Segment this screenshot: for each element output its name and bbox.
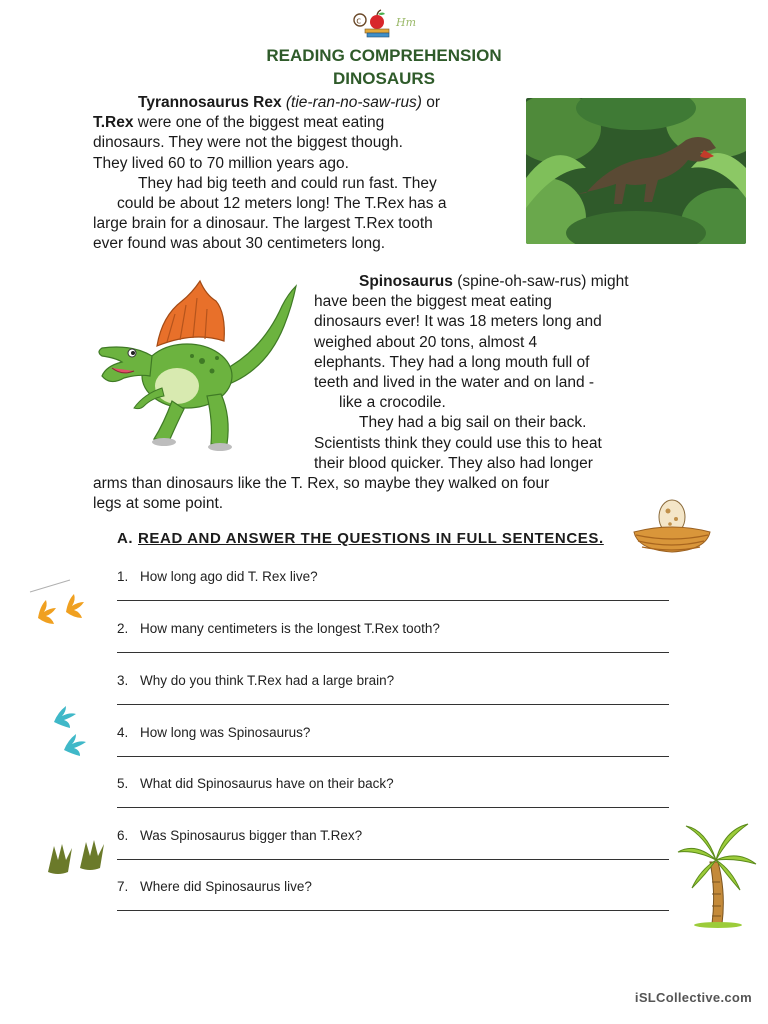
trex-line-1-end: or	[421, 94, 441, 111]
spino-name: Spinosaurus	[359, 273, 453, 290]
answer-line[interactable]	[117, 652, 669, 653]
question-text: Where did Spinosaurus live?	[140, 879, 312, 894]
question-6	[117, 826, 677, 860]
spino-line-11: arms than dinosaurs like the T. Rex, so maybe they walked on four	[93, 475, 550, 493]
question-number: 6.	[117, 828, 129, 843]
spino-line-1-rest: (spine-oh-saw-rus) might	[452, 273, 629, 290]
question-number: 4.	[117, 725, 129, 740]
spino-line-4: weighed about 20 tons, almost 4	[314, 333, 538, 351]
section-title-period: .	[599, 530, 604, 547]
spino-line-3: dinosaurs ever! It was 18 meters long and	[314, 313, 602, 331]
section-heading	[117, 530, 604, 547]
question-number: 7.	[117, 879, 129, 894]
trex-photo	[526, 98, 746, 244]
spino-line-1	[93, 272, 673, 292]
trex-line-3: dinosaurs. They were not the biggest though.	[93, 134, 403, 152]
question-text: How long was Spinosaurus?	[140, 725, 311, 740]
spino-line-5: elephants. They had a long mouth full of	[314, 353, 590, 371]
question-number: 2.	[117, 621, 129, 636]
question-7	[117, 877, 677, 911]
trex-passage	[93, 93, 513, 255]
question-4	[117, 723, 677, 757]
olive-footprints-icon	[42, 832, 112, 876]
question-2	[117, 619, 677, 653]
question-5	[117, 774, 677, 808]
trex-line-2-rest: were one of the biggest meat eating	[133, 114, 385, 132]
nest-egg-illustration	[630, 497, 712, 555]
trex-name: Tyrannosaurus Rex	[138, 94, 282, 111]
spino-line-7: like a crocodile.	[339, 394, 446, 412]
title-line-1: READING COMPREHENSION	[266, 46, 502, 65]
apple-books-icon	[350, 8, 396, 40]
spino-line-6: teeth and lived in the water and on land -	[314, 374, 595, 392]
question-1	[117, 567, 677, 601]
question-text: How many centimeters is the longest T.Rex tooth?	[140, 621, 440, 636]
orange-footprints-icon	[28, 578, 94, 628]
answer-line[interactable]	[117, 600, 669, 601]
answer-line[interactable]	[117, 756, 669, 757]
trex-line-5: They had big teeth and could run fast. They	[138, 174, 437, 192]
question-number: 3.	[117, 673, 129, 688]
question-text: Why do you think T.Rex had a large brain?	[140, 673, 395, 688]
trex-line-4: They lived 60 to 70 million years ago.	[93, 154, 349, 172]
spino-line-12: legs at some point.	[93, 495, 224, 513]
svg-text:c: c	[356, 16, 362, 27]
question-number: 5.	[117, 776, 129, 791]
answer-line[interactable]	[117, 910, 669, 911]
page-title	[0, 44, 768, 90]
palm-tree-illustration	[676, 822, 758, 928]
answer-line[interactable]	[117, 807, 669, 808]
trex-line-8: ever found was about 30 centimeters long.	[93, 235, 386, 253]
title-line-2: DINOSAURS	[332, 69, 435, 88]
spino-line-2: have been the biggest meat eating	[314, 293, 552, 311]
trex-line-6: could be about 12 meters long! The T.Rex has a	[117, 195, 447, 213]
trex-line-2	[93, 113, 513, 133]
answer-line[interactable]	[117, 859, 669, 860]
blue-footprints-icon	[48, 698, 98, 756]
question-text: How long ago did T. Rex live?	[140, 569, 318, 584]
author-signature: Hm	[396, 16, 417, 29]
section-title-text: READ AND ANSWER THE QUESTIONS IN FULL SENTENCES	[137, 530, 599, 547]
answer-line[interactable]	[117, 704, 669, 705]
question-text: What did Spinosaurus have on their back?	[140, 776, 394, 791]
spino-line-8: They had a big sail on their back.	[359, 414, 587, 432]
trex-abbr: T.Rex	[93, 114, 134, 132]
trex-line-7: large brain for a dinosaur. The largest T.Rex tooth	[93, 215, 433, 233]
question-text: Was Spinosaurus bigger than T.Rex?	[140, 828, 363, 843]
spino-line-10: their blood quicker. They also had longer	[314, 454, 593, 472]
section-letter: A.	[117, 530, 134, 547]
question-number: 1.	[117, 569, 129, 584]
trex-pronunciation: (tie-ran-no-saw-rus)	[285, 94, 422, 111]
watermark: iSLCollective.com	[634, 990, 752, 1005]
trex-line-1	[93, 93, 513, 113]
question-3	[117, 671, 677, 705]
spinosaurus-passage	[93, 272, 673, 514]
header-logo	[350, 8, 430, 40]
spino-line-9: Scientists think they could use this to heat	[314, 434, 602, 452]
section-title	[138, 530, 604, 547]
